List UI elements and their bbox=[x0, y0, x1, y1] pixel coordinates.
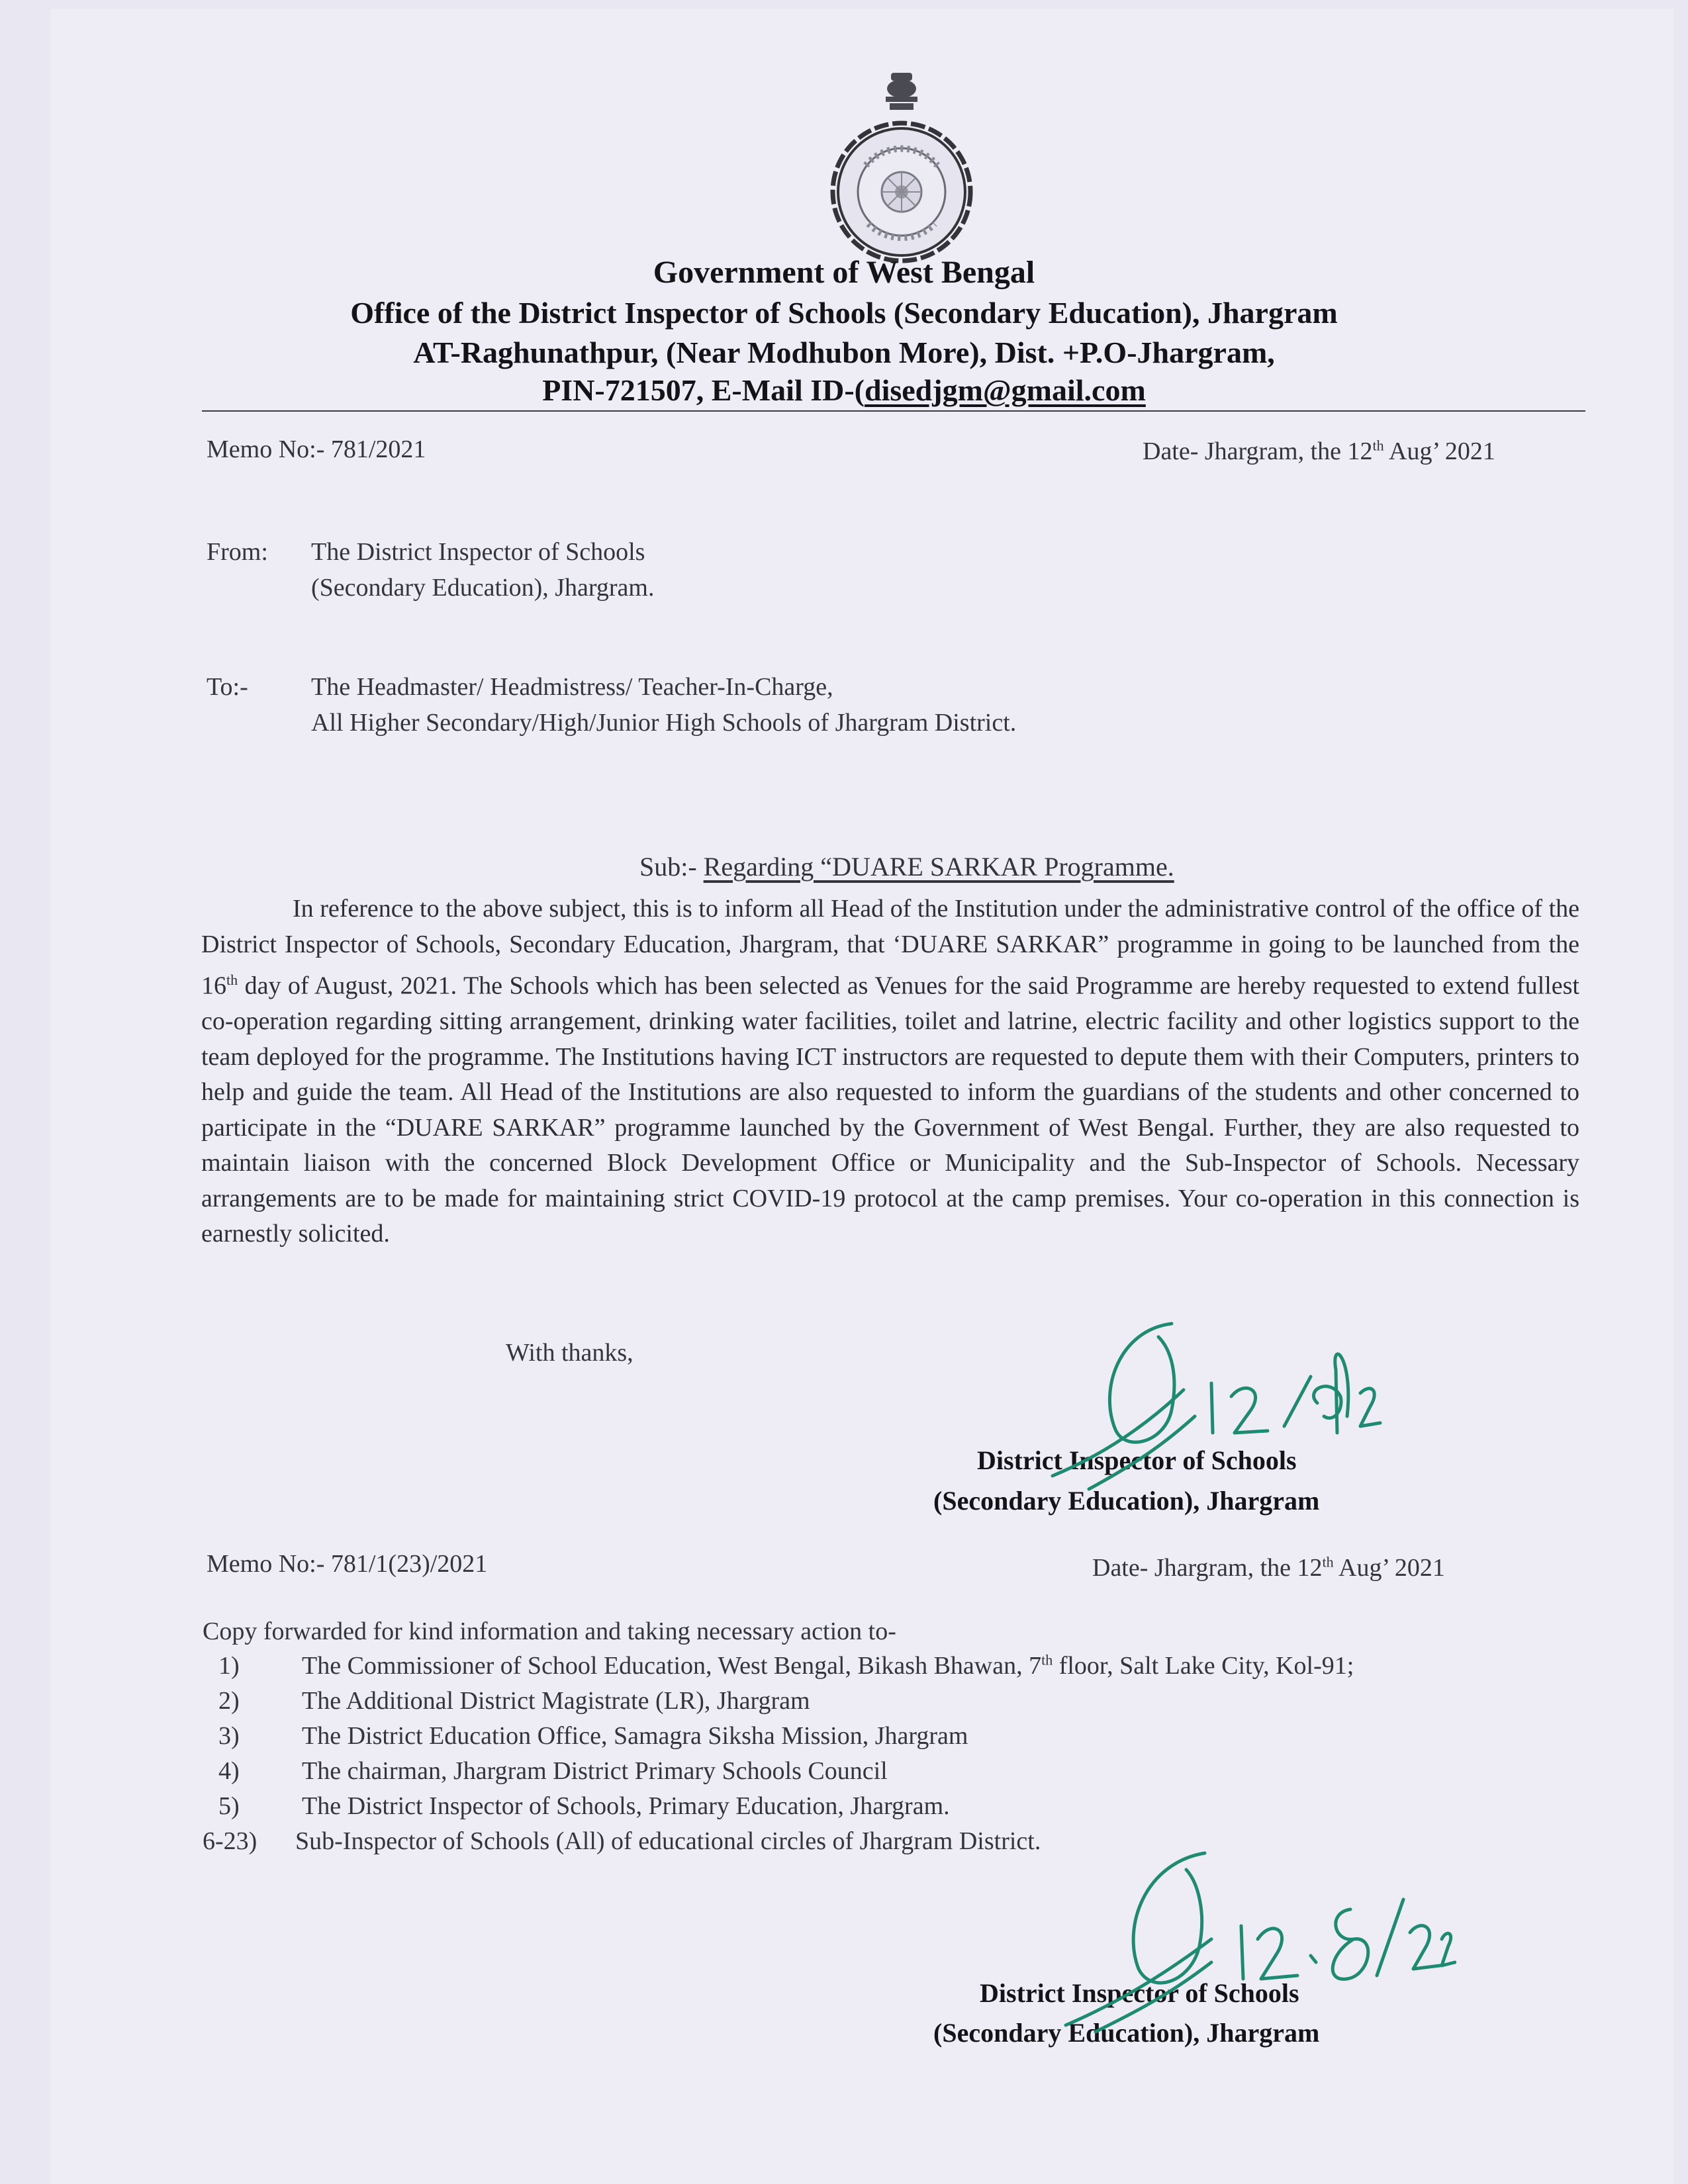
handwritten-signature-2 bbox=[980, 1846, 1456, 2058]
from-label: From: bbox=[207, 538, 268, 566]
memo-number: Memo No:- 781/2021 bbox=[207, 435, 426, 463]
copy-item-number: 1) bbox=[218, 1652, 240, 1680]
copy-item: The chairman, Jhargram District Primary Schools Council bbox=[302, 1757, 888, 1785]
signatory-office: (Secondary Education), Jhargram bbox=[933, 1486, 1320, 1516]
copy-item-number: 2) bbox=[218, 1687, 240, 1715]
copy-item: The District Education Office, Samagra Siksha Mission, Jhargram bbox=[302, 1722, 968, 1750]
signatory-office-2: (Secondary Education), Jhargram bbox=[933, 2018, 1320, 2048]
from-line-2: (Secondary Education), Jhargram. bbox=[311, 574, 655, 602]
copy-item: Sub-Inspector of Schools (All) of educational circles of Jhargram District. bbox=[295, 1827, 1041, 1855]
handwritten-signature-1 bbox=[973, 1317, 1383, 1516]
body-part-2: day of August, 2021. The Schools which has been selected as Venues for the said Programme are hereby requested to extend fullest co-operation regarding sitting arrangement, drinking water facilities, toilet and latrine, electric facility and other logistics support to the team deployed for the programme. The Institutions having ICT instructors are requested to depute them with their Computers, printers to help and guide the team. All Head of the Institutions are also requested to inform the guardians of the students and other concerned to participate in the “DUARE SARKAR” programme launched by the Government of West Bengal. Further, they are also requested to maintain liaison with the concerned Block Development Office or Municipality and the Sub-Inspector of Schools. Necessary arrangements are to be made for maintaining strict COVID-19 protocol at the camp premises. Your co-operation in this connection is earnestly solicited. bbox=[201, 972, 1579, 1248]
email-link[interactable]: disedjgm@gmail.com bbox=[864, 373, 1146, 407]
copy-item: The Additional District Magistrate (LR), Jhargram bbox=[302, 1687, 810, 1715]
copy-item-text-post: floor, Salt Lake City, Kol-91; bbox=[1053, 1652, 1354, 1680]
memo-date bbox=[1143, 437, 1495, 466]
memo2-date-sup: th bbox=[1322, 1553, 1334, 1570]
subject-text: Regarding “DUARE SARKAR Programme. bbox=[703, 852, 1174, 882]
body-sup: th bbox=[226, 972, 238, 988]
memo-date-sup: th bbox=[1372, 437, 1384, 454]
west-bengal-emblem-icon bbox=[802, 66, 1001, 271]
copy-item: The District Inspector of Schools, Primary Education, Jhargram. bbox=[302, 1792, 950, 1820]
memo-number-2: Memo No:- 781/1(23)/2021 bbox=[207, 1550, 488, 1578]
memo-date-prefix: Date- Jhargram, the 12 bbox=[1143, 437, 1373, 465]
body-part-1: In reference to the above subject, this is to inform all Head of the Institution under the administrative control of the office of the District Inspector of Schools, Secondary Education, Jhargram, that ‘DUARE SARKAR” programme in going to be launched from the 16 bbox=[201, 895, 1579, 1000]
to-line-2: All Higher Secondary/High/Junior High Schools of Jhargram District. bbox=[311, 709, 1017, 737]
body-paragraph bbox=[201, 891, 1579, 1252]
subject-line bbox=[639, 851, 1174, 882]
header-office: Office of the District Inspector of Schools (Secondary Education), Jhargram bbox=[350, 296, 1338, 330]
copy-item-number: 4) bbox=[218, 1757, 240, 1785]
copy-item-number: 3) bbox=[218, 1722, 240, 1750]
subject-prefix: Sub:- bbox=[639, 852, 704, 882]
copy-item-text: The Commissioner of School Education, West Bengal, Bikash Bhawan, 7 bbox=[302, 1652, 1042, 1680]
header-pin: PIN-721507, E-Mail ID-( bbox=[542, 373, 865, 407]
signatory-title: District Inspector of Schools bbox=[977, 1445, 1297, 1475]
copy-item bbox=[302, 1651, 1354, 1680]
header-government: Government of West Bengal bbox=[653, 255, 1035, 290]
closing-thanks: With thanks, bbox=[506, 1339, 633, 1367]
from-line-1: The District Inspector of Schools bbox=[311, 538, 645, 566]
to-label: To:- bbox=[207, 673, 248, 701]
memo2-date-prefix: Date- Jhargram, the 12 bbox=[1092, 1554, 1323, 1582]
to-line-1: The Headmaster/ Headmistress/ Teacher-In-Charge, bbox=[311, 673, 833, 701]
copy-item-sup: th bbox=[1041, 1651, 1053, 1668]
copy-item-number: 6-23) bbox=[203, 1827, 258, 1855]
signatory-title-2: District Inspector of Schools bbox=[980, 1978, 1299, 2008]
copy-item-number: 5) bbox=[218, 1792, 240, 1820]
header-address: AT-Raghunathpur, (Near Modhubon More), Dist. +P.O-Jhargram, bbox=[413, 336, 1275, 369]
header-pin-email bbox=[0, 373, 1688, 408]
copy-forward-intro: Copy forwarded for kind information and taking necessary action to- bbox=[203, 1617, 896, 1645]
memo2-date-suffix: Aug’ 2021 bbox=[1333, 1554, 1445, 1582]
header-divider bbox=[202, 410, 1585, 412]
memo-date-suffix: Aug’ 2021 bbox=[1383, 437, 1495, 465]
memo-date-2 bbox=[1092, 1553, 1445, 1582]
